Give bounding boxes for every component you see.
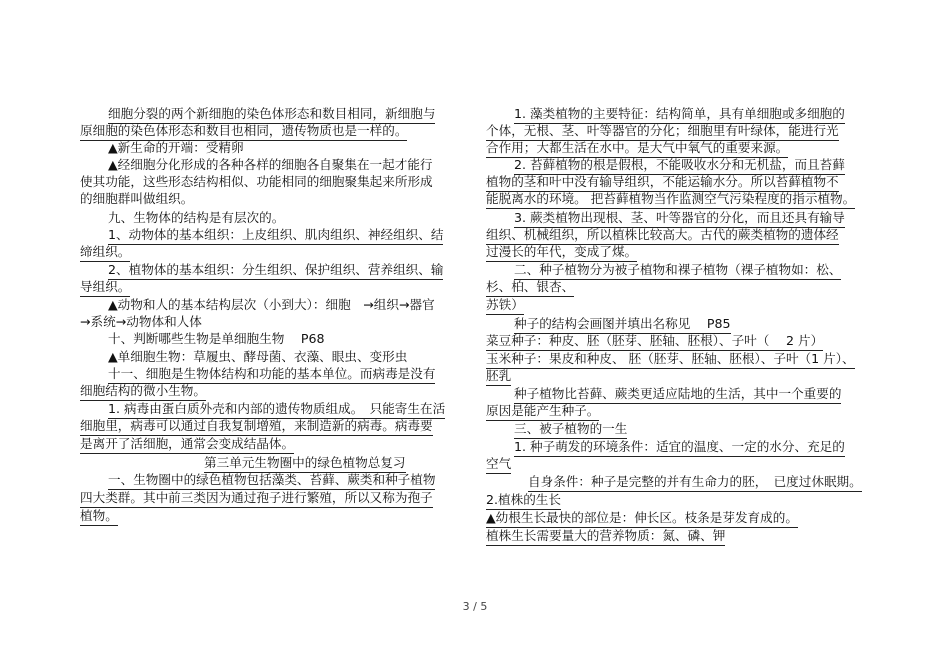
text-line: 合作用；大都生活在水中。是大气中氧气的重要来源。 bbox=[486, 140, 788, 158]
text-line: 空气 bbox=[486, 456, 511, 474]
text-line: 2. 苔藓植物的根是假根，不能吸收水分和无机盐，而且苔藓 bbox=[514, 157, 845, 175]
text-line: 组织、机械组织，所以植株比较高大。古代的蕨类植物的遗体经 bbox=[486, 227, 839, 245]
text-line: 细胞分裂的两个新细胞的染色体形态和数目相同，新细胞与 bbox=[108, 106, 435, 124]
text-line: 是离开了活细胞，通常会变成结晶体。 bbox=[80, 436, 294, 454]
text-line: 原因是能产生种子。 bbox=[486, 403, 599, 421]
text-line: 缔组织。 bbox=[80, 244, 130, 262]
text-line: ▲单细胞生物：草履虫、酵母菌、衣藻、眼虫、变形虫 bbox=[108, 349, 408, 364]
text-line: 二、种子植物分为被子植物和裸子植物（裸子植物如：松、 bbox=[514, 262, 841, 280]
text-line: 第三单元生物圈中的绿色植物总复习 bbox=[204, 455, 406, 473]
text-line: 3. 蕨类植物出现根、茎、叶等器官的分化，而且还具有输导 bbox=[514, 210, 845, 228]
text-line: 植物的茎和叶中没有输导组织，不能运输水分。所以苔藓植物不 bbox=[486, 174, 839, 192]
text-line: 能脱离水的环境。 把苔藓植物当作监测空气污染程度的指示植物。 bbox=[486, 191, 855, 209]
text-line: 1. 种子萌发的环境条件：适宜的温度、一定的水分、充足的 bbox=[514, 439, 845, 457]
text-line: 种子植物比苔藓、蕨类更适应陆地的生活，其中一个重要的 bbox=[514, 386, 841, 404]
text-line: 菜豆种子：种皮、胚（胚芽、胚轴、胚根）、子叶（ 2 片） bbox=[486, 333, 823, 351]
text-line: 一、生物圈中的绿色植物包括藻类、苔藓、蕨类和种子植物 bbox=[108, 472, 435, 490]
text-line: 1. 病毒由蛋白质外壳和内部的遗传物质组成。 只能寄生在活 bbox=[108, 401, 445, 419]
text-line: 原细胞的染色体形态和数目也相同，遗传物质也是一样的。 bbox=[80, 123, 407, 141]
text-line: 十、判断哪些生物是单细胞生物 P68 bbox=[108, 331, 325, 346]
text-line: 使其功能，这些形态结构相似、功能相同的细胞聚集起来所形成 bbox=[80, 174, 433, 189]
text-line: 导组织。 bbox=[80, 279, 130, 297]
text-line: 个体，无根、茎、叶等器官的分化；细胞里有叶绿体，能进行光 bbox=[486, 123, 839, 141]
text-line: 杉、柏、银杏、 bbox=[486, 279, 574, 297]
text-line: 1、动物体的基本组织：上皮组织、肌肉组织、神经组织、结 bbox=[108, 227, 443, 245]
text-line: 细胞里，病毒可以通过自我复制增殖，来制造新的病毒。病毒要 bbox=[80, 418, 433, 436]
text-line: 植株生长需要量大的营养物质：氮、磷、钾 bbox=[486, 528, 725, 546]
text-line: 种子的结构会画图并填出名称见 P85 bbox=[514, 316, 731, 334]
text-line: 四大类群。其中前三类因为通过孢子进行繁殖，所以又称为孢子 bbox=[80, 490, 433, 508]
text-line: 自身条件：种子是完整的并有生命力的胚， 已度过休眠期。 bbox=[528, 474, 862, 492]
text-line: 苏铁） bbox=[486, 297, 524, 315]
text-line: 1. 藻类植物的主要特征：结构简单，具有单细胞或多细胞的 bbox=[514, 106, 845, 124]
text-line: →系统→动物体和人体 bbox=[80, 314, 202, 329]
text-line: ▲新生命的开端：受精卵 bbox=[108, 140, 244, 155]
text-line: ▲幼根生长最快的部位是：伸长区。枝条是芽发育成的。 bbox=[486, 510, 798, 528]
text-line: 三、被子植物的一生 bbox=[514, 421, 627, 439]
text-line: 细胞结构的微小生物。 bbox=[80, 383, 206, 401]
text-line: 过漫长的年代，变成了煤。 bbox=[486, 244, 637, 262]
text-line: 2、植物体的基本组织：分生组织、保护组织、营养组织、输 bbox=[108, 262, 443, 280]
text-line: 的细胞群叫做组织。 bbox=[80, 191, 194, 206]
text-line: 玉米种子：果皮和种皮、 胚（胚芽、胚轴、胚根）、子叶（1 片）、 bbox=[486, 351, 855, 369]
text-line: 九、生物体的结构是有层次的。 bbox=[108, 210, 285, 225]
text-line: ▲动物和人的基本结构层次（小到大）：细胞 →组织→器官 bbox=[108, 297, 435, 312]
text-line: 植物。 bbox=[80, 508, 118, 526]
text-line: 胚乳 bbox=[486, 368, 511, 386]
text-line: 2.植株的生长 bbox=[486, 492, 561, 510]
page-number: 3 / 5 bbox=[462, 600, 488, 613]
text-line: 十一、细胞是生物体结构和功能的基本单位。而病毒是没有 bbox=[108, 366, 435, 384]
text-line: ▲经细胞分化形成的各种各样的细胞各自聚集在一起才能行 bbox=[108, 157, 433, 172]
